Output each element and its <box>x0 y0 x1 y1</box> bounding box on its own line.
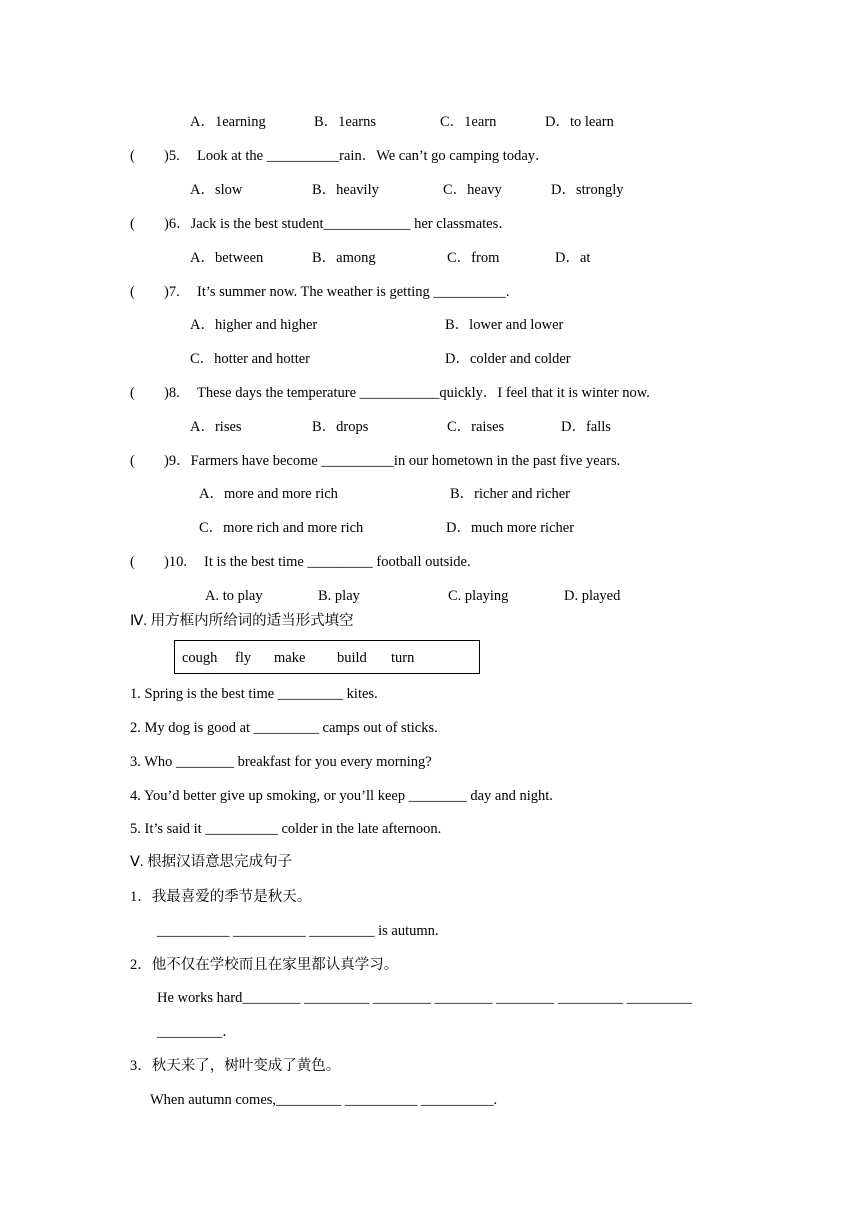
question-paren: ( <box>130 216 135 232</box>
word: make <box>274 650 306 666</box>
option-a: A．higher and higher <box>190 317 318 333</box>
option-a: A．1earning <box>190 114 266 130</box>
translation-answer: He works hard________ _________ ________ ________ ________ _________ _________ <box>157 990 692 1006</box>
option-b: B．heavily <box>312 182 379 198</box>
question-paren: ( <box>130 453 135 469</box>
word: cough <box>182 650 218 666</box>
option-a: A．rises <box>190 419 242 435</box>
option-a: A．between <box>190 250 264 266</box>
option-b: B．1earns <box>314 114 377 130</box>
option-c: C．from <box>447 250 500 266</box>
option-d: D．much more richer <box>446 520 575 536</box>
translation-answer: __________ __________ _________ is autumn. <box>157 923 439 939</box>
question-number: )8. <box>164 385 180 401</box>
option-b: B．drops <box>312 419 369 435</box>
fill-item: 4. You’d better give up smoking, or you’ll keep ________ day and night. <box>130 788 553 804</box>
fill-item: 3. Who ________ breakfast for you every morning? <box>130 754 432 770</box>
question-stem: These days the temperature ___________quickly．I feel that it is winter now. <box>197 385 650 401</box>
word-box <box>174 640 480 674</box>
question-paren: ( <box>130 554 135 570</box>
option-c: C. playing <box>448 588 509 604</box>
question-stem: Look at the __________rain．We can’t go camping today． <box>197 148 550 164</box>
word: build <box>337 650 367 666</box>
option-a: A．more and more rich <box>199 486 338 502</box>
option-c: C．heavy <box>443 182 502 198</box>
section-heading: Ⅳ. 用方框内所给词的适当形式填空 <box>130 613 354 629</box>
option-a: A. to play <box>205 588 263 604</box>
option-c: C．more rich and more rich <box>199 520 364 536</box>
word: fly <box>235 650 252 666</box>
option-b: B．among <box>312 250 376 266</box>
question-number: )5. <box>164 148 180 164</box>
translation-answer-continued: _________． <box>157 1024 237 1040</box>
fill-item: 1. Spring is the best time _________ kites. <box>130 686 378 702</box>
question-paren: ( <box>130 284 135 300</box>
question-stem: It’s summer now. The weather is getting __________. <box>197 284 510 300</box>
question-paren: ( <box>130 385 135 401</box>
question-paren: ( <box>130 148 135 164</box>
option-d: D．strongly <box>551 182 624 198</box>
translation-prompt: 1．我最喜爱的季节是秋天。 <box>130 889 312 905</box>
option-d: D．falls <box>561 419 611 435</box>
fill-item: 5. It’s said it __________ colder in the late afternoon. <box>130 821 442 837</box>
option-b: B. play <box>318 588 360 604</box>
question-stem: It is the best time _________ football outside. <box>204 554 471 570</box>
option-a: A．slow <box>190 182 243 198</box>
option-c: C．raises <box>447 419 505 435</box>
word: turn <box>391 650 415 666</box>
question-number: )7. <box>164 284 180 300</box>
option-d: D. played <box>564 588 621 604</box>
question-number: )10. <box>164 554 187 570</box>
option-d: D．at <box>555 250 591 266</box>
translation-answer: When autumn comes,_________ __________ __________. <box>150 1092 498 1108</box>
option-c: C．hotter and hotter <box>190 351 311 367</box>
option-c: C．1earn <box>440 114 497 130</box>
question-stem: )9．Farmers have become __________in our hometown in the past five years. <box>164 453 621 469</box>
fill-item: 2. My dog is good at _________ camps out of sticks. <box>130 720 438 736</box>
option-b: B．richer and richer <box>450 486 570 502</box>
question-stem: )6．Jack is the best student____________ her classmates． <box>164 216 513 232</box>
translation-prompt: 2．他不仅在学校而且在家里都认真学习。 <box>130 957 399 973</box>
translation-prompt: 3．秋天来了，树叶变成了黄色。 <box>130 1058 341 1074</box>
option-b: B．lower and lower <box>445 317 564 333</box>
option-d: D．colder and colder <box>445 351 571 367</box>
option-d: D．to learn <box>545 114 614 130</box>
section-heading: Ⅴ. 根据汉语意思完成句子 <box>130 854 293 870</box>
